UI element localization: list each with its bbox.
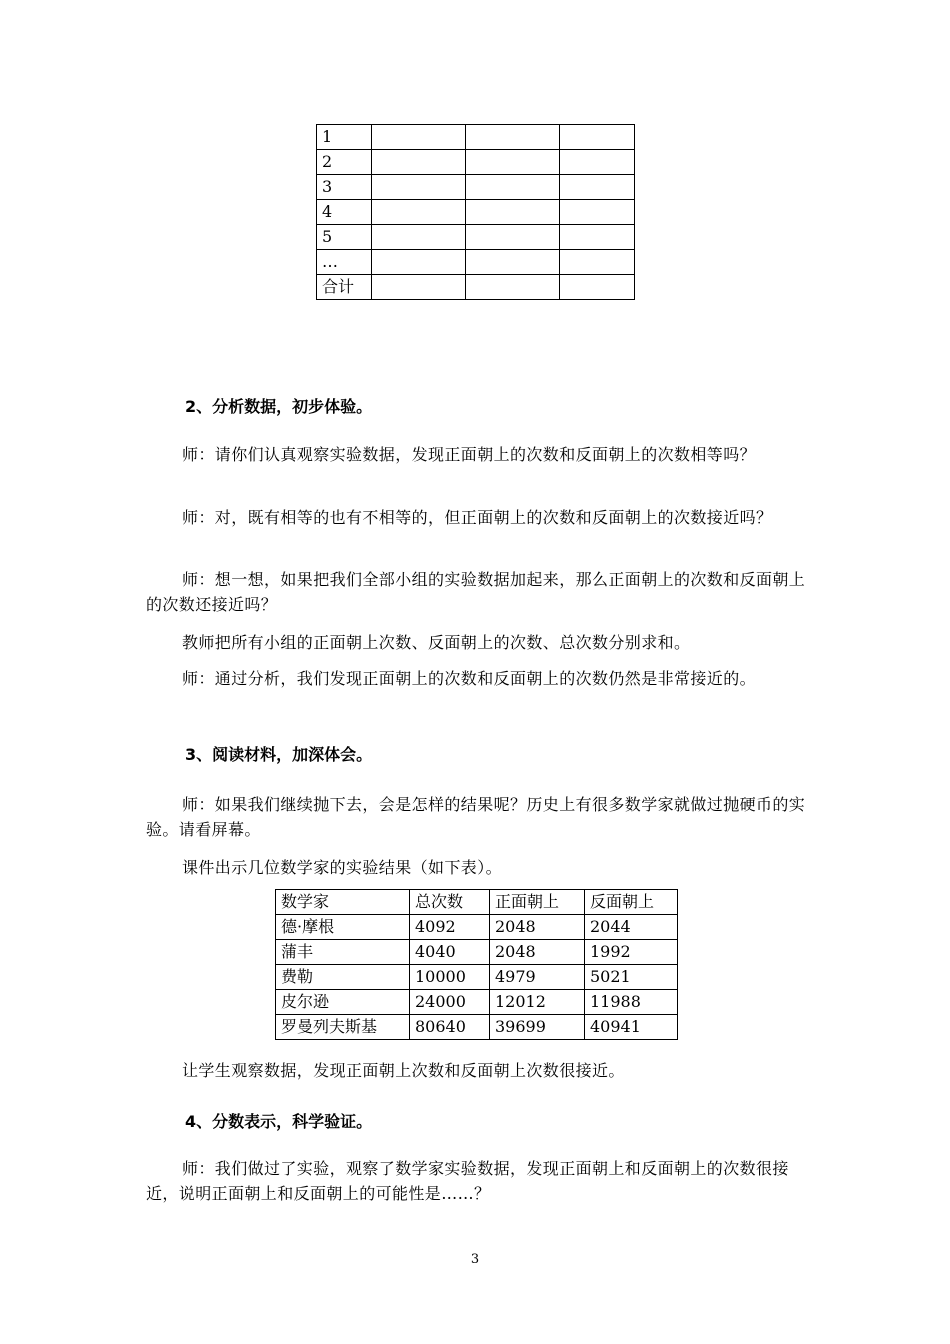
table-cell: 40941 bbox=[585, 1015, 678, 1040]
table-cell bbox=[560, 175, 635, 200]
table-cell: 2048 bbox=[490, 915, 585, 940]
table-cell: 4979 bbox=[490, 965, 585, 990]
table-cell: 5 bbox=[317, 225, 372, 250]
section-4-heading: 4、分数表示，科学验证。 bbox=[185, 1112, 373, 1131]
table-cell bbox=[466, 250, 560, 275]
section-3-paragraph-3: 让学生观察数据，发现正面朝上次数和反面朝上次数很接近。 bbox=[182, 1061, 625, 1080]
table-row bbox=[317, 175, 635, 200]
table-cell bbox=[466, 175, 560, 200]
table-cell: 80640 bbox=[410, 1015, 490, 1040]
table-cell: 12012 bbox=[490, 990, 585, 1015]
table-cell bbox=[466, 150, 560, 175]
table-cell: 4092 bbox=[410, 915, 490, 940]
table-row bbox=[317, 250, 635, 275]
header-cell: 总次数 bbox=[410, 890, 490, 915]
section-2-paragraph-4: 教师把所有小组的正面朝上次数、反面朝上的次数、总次数分别求和。 bbox=[182, 633, 691, 652]
table-cell bbox=[466, 125, 560, 150]
section-4-paragraph-1: 师：我们做过了实验，观察了数学家实验数据，发现正面朝上和反面朝上的次数很接近，说明正面朝上和反面朝上的可能性是……？ bbox=[146, 1159, 789, 1203]
table-cell bbox=[372, 275, 466, 300]
table-cell bbox=[560, 150, 635, 175]
table-cell bbox=[466, 275, 560, 300]
table-cell bbox=[560, 225, 635, 250]
table-cell: 3 bbox=[317, 175, 372, 200]
header-cell: 反面朝上 bbox=[585, 890, 678, 915]
table-cell: 39699 bbox=[490, 1015, 585, 1040]
table-cell bbox=[372, 150, 466, 175]
table-cell: 4040 bbox=[410, 940, 490, 965]
table-cell: 合计 bbox=[317, 275, 372, 300]
table-cell bbox=[372, 175, 466, 200]
table-cell: 罗曼列夫斯基 bbox=[276, 1015, 410, 1040]
table-cell: 2044 bbox=[585, 915, 678, 940]
table-cell bbox=[466, 225, 560, 250]
record-table bbox=[316, 124, 635, 300]
table-row bbox=[317, 225, 635, 250]
table-cell: 11988 bbox=[585, 990, 678, 1015]
section-2-paragraph-5: 师：通过分析，我们发现正面朝上的次数和反面朝上的次数仍然是非常接近的。 bbox=[182, 669, 757, 688]
table-cell: 皮尔逊 bbox=[276, 990, 410, 1015]
page-number: 3 bbox=[470, 1252, 480, 1267]
table-cell: 2 bbox=[317, 150, 372, 175]
table-row bbox=[317, 200, 635, 225]
table-cell bbox=[560, 125, 635, 150]
table-cell: 德·摩根 bbox=[276, 915, 410, 940]
section-3-paragraph-2: 课件出示几位数学家的实验结果（如下表）。 bbox=[182, 858, 503, 877]
header-cell: 数学家 bbox=[276, 890, 410, 915]
table-row bbox=[276, 1015, 678, 1040]
table-cell: 10000 bbox=[410, 965, 490, 990]
mathematician-table bbox=[275, 889, 678, 1040]
table-cell bbox=[372, 250, 466, 275]
table-row bbox=[317, 275, 635, 300]
table-cell bbox=[372, 225, 466, 250]
table-cell: 24000 bbox=[410, 990, 490, 1015]
table-cell bbox=[466, 200, 560, 225]
table-cell: 5021 bbox=[585, 965, 678, 990]
section-2-paragraph-3: 师：想一想，如果把我们全部小组的实验数据加起来，那么正面朝上的次数和反面朝上的次数还接近吗？ bbox=[146, 570, 806, 614]
table-row bbox=[276, 990, 678, 1015]
table-cell: 1 bbox=[317, 125, 372, 150]
table-header-row bbox=[276, 890, 678, 915]
table-cell: 4 bbox=[317, 200, 372, 225]
table-cell bbox=[560, 275, 635, 300]
table-row bbox=[317, 125, 635, 150]
table-row bbox=[276, 940, 678, 965]
table-row bbox=[276, 915, 678, 940]
table-cell bbox=[372, 125, 466, 150]
table-cell bbox=[560, 200, 635, 225]
header-cell: 正面朝上 bbox=[490, 890, 585, 915]
table-cell bbox=[372, 200, 466, 225]
table-cell: 蒲丰 bbox=[276, 940, 410, 965]
table-cell: 费勒 bbox=[276, 965, 410, 990]
table-cell: … bbox=[317, 250, 372, 275]
table-cell bbox=[560, 250, 635, 275]
section-2-paragraph-1: 师：请你们认真观察实验数据，发现正面朝上的次数和反面朝上的次数相等吗？ bbox=[182, 445, 757, 464]
table-row bbox=[317, 150, 635, 175]
table-cell: 2048 bbox=[490, 940, 585, 965]
section-3-heading: 3、阅读材料，加深体会。 bbox=[185, 745, 373, 764]
section-2-paragraph-2: 师：对，既有相等的也有不相等的，但正面朝上的次数和反面朝上的次数接近吗？ bbox=[182, 508, 773, 527]
table-row bbox=[276, 965, 678, 990]
section-3-paragraph-1: 师：如果我们继续抛下去，会是怎样的结果呢？历史上有很多数学家就做过抛硬币的实验。请看屏幕。 bbox=[146, 795, 806, 839]
section-2-heading: 2、分析数据，初步体验。 bbox=[185, 397, 373, 416]
table-cell: 1992 bbox=[585, 940, 678, 965]
